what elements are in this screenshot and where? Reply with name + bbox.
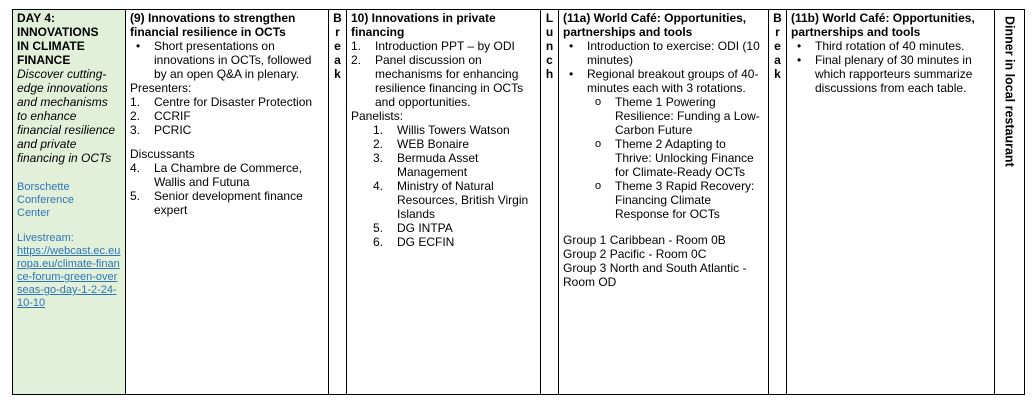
presenters-label: Presenters: [130, 81, 192, 95]
list-item: 2. WEB Bonaire [373, 137, 470, 151]
discussants-label: Discussants [130, 147, 195, 161]
session-11b-cell [787, 10, 995, 395]
groups-list [563, 233, 764, 289]
list-item: 1. Introduction PPT – by ODI [351, 39, 515, 53]
list-item: 4. La Chambre de Commerce, Wallis and Futuna [130, 161, 303, 189]
list-item: o Theme 1 Powering Resilience: Funding a Low-Carbon Future [587, 95, 764, 137]
session-9-title: (9) Innovations to strengthen financial resilience in OCTs [130, 11, 296, 39]
break-2-cell [769, 10, 787, 395]
lunch-label: L u n c h [545, 11, 554, 81]
themes-list [587, 95, 764, 221]
list-item: 6. DG ECFIN [373, 235, 455, 249]
list-item: 4. Ministry of Natural Resources, British Virgin Islands [373, 179, 529, 221]
list-item: • Introduction to exercise: ODI (10 minutes) [563, 39, 764, 67]
session-9-bullets [130, 39, 324, 81]
list-item: • Final plenary of 30 minutes in which rapporteurs summarize discussions from each table. [791, 53, 990, 95]
session-10-title: 10) Innovations in private financing [351, 11, 496, 39]
session-11a-bullets [563, 39, 764, 221]
list-item: • Third rotation of 40 minutes. [791, 39, 990, 53]
list-item: • Regional breakout groups of 40-minutes each with 3 rotations. o Theme 1 Powering Resilience: Funding a Low-Carbon Future o Theme 2 Adapting to Thrive: Unlocking Finance for Climate-Ready OCTs o Theme 3 Rapid Recovery: Financing Climate Response for OCTs [563, 67, 764, 221]
lunch-cell [541, 10, 559, 395]
session-11a-cell [559, 10, 769, 395]
session-10-items [351, 39, 536, 109]
list-item: Group 1 Caribbean - Room 0B [563, 233, 726, 247]
list-item: 1. Centre for Disaster Protection [130, 95, 313, 109]
day-title: DAY 4: INNOVATIONS IN CLIMATE FINANCE [17, 11, 99, 67]
list-item: 5. Senior development finance expert [130, 189, 303, 217]
list-item: • Short presentations on innovations in OCTs, followed by an open Q&A in plenary. [130, 39, 324, 81]
discussants-list [130, 161, 324, 217]
break-2-label: B r e a k [773, 11, 782, 81]
venue: Borschette Conference Center [17, 181, 74, 219]
day-cell [13, 10, 126, 395]
session-11b-bullets [791, 39, 990, 95]
livestream-label: Livestream: [17, 232, 74, 244]
list-item: Group 3 North and South Atlantic - Room OD [563, 261, 747, 289]
list-item: Group 2 Pacific - Room 0C [563, 247, 707, 261]
session-11b-title: (11b) World Café: Opportunities, partnerships and tools [791, 11, 975, 39]
session-11a-title: (11a) World Café: Opportunities, partnerships and tools [563, 11, 747, 39]
break-1-cell [329, 10, 347, 395]
list-item: 2. CCRIF [130, 109, 191, 123]
session-10-cell [347, 10, 541, 395]
list-item: 2. Panel discussion on mechanisms for enhancing resilience financing in OCTs and opportunities. [351, 53, 524, 109]
livestream-link[interactable]: https://webcast.ec.europa.eu/climate-finance-forum-green-overseas-go-day-1-2-24-10-10 [17, 245, 121, 309]
break-1-label: B r e a k [333, 11, 342, 81]
list-item: 5. DG INTPA [373, 221, 453, 235]
panelists-label: Panelists: [351, 109, 404, 123]
dinner-cell [995, 10, 1025, 395]
list-item: o Theme 3 Rapid Recovery: Financing Climate Response for OCTs [587, 179, 764, 221]
list-item: 1. Willis Towers Watson [373, 123, 510, 137]
day-description: Discover cutting-edge innovations and mechanisms to enhance financial resilience and private financing in OCTs [17, 67, 116, 165]
list-item: 3. Bermuda Asset Management [373, 151, 479, 179]
list-item: 3. PCRIC [130, 123, 192, 137]
dinner-label: Dinner in local restaurant [1002, 16, 1017, 167]
panelists-list [351, 123, 536, 249]
presenters-list [130, 95, 324, 137]
session-9-cell [126, 10, 329, 395]
agenda-table [12, 9, 1025, 395]
list-item: o Theme 2 Adapting to Thrive: Unlocking Finance for Climate-Ready OCTs [587, 137, 764, 179]
